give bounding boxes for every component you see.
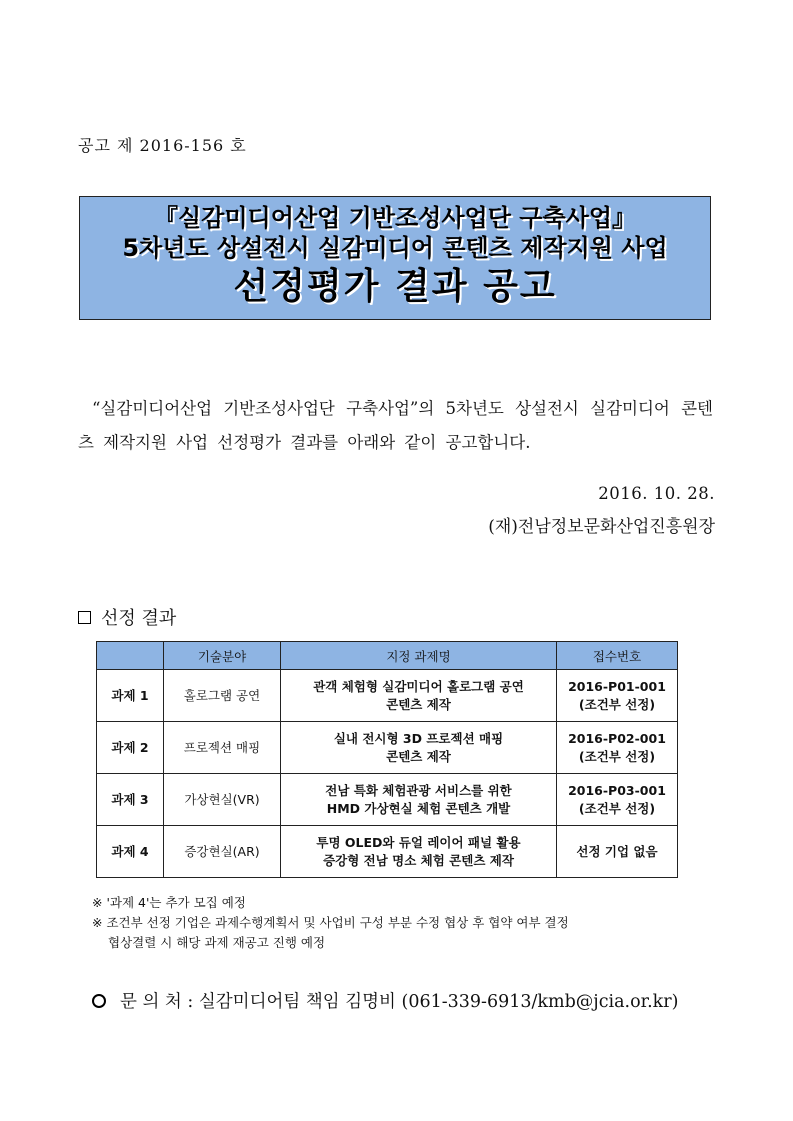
table-row bbox=[97, 722, 678, 774]
contact-info bbox=[92, 988, 678, 1013]
task-name: 실내 전시형 3D 프로젝션 매핑 콘텐츠 제작 bbox=[281, 722, 557, 774]
circle-bullet-icon bbox=[92, 994, 106, 1008]
notes bbox=[92, 893, 569, 953]
table-row bbox=[97, 670, 678, 722]
task-name: 투명 OLED와 듀얼 레이어 패널 활용 증강형 전남 명소 체험 콘텐츠 제작 bbox=[281, 826, 557, 878]
note-2: ※ 조건부 선정 기업은 과제수행계획서 및 사업비 구성 부분 수정 협상 후 협약 여부 결정 bbox=[92, 915, 569, 930]
task-name: 관객 체험형 실감미디어 홀로그램 공연 콘텐츠 제작 bbox=[281, 670, 557, 722]
section-title: 선정 결과 bbox=[101, 608, 177, 629]
note-1: ※ '과제 4'는 추가 모집 예정 bbox=[92, 895, 246, 910]
section-heading bbox=[78, 604, 176, 630]
contact-text: 문 의 처 : 실감미디어팀 책임 김명비 (061-339-6913/kmb@jcia.or.kr) bbox=[120, 992, 679, 1012]
header-task-name: 지정 과제명 bbox=[281, 642, 557, 670]
task-name: 전남 특화 체험관광 서비스를 위한 HMD 가상현실 체험 콘텐츠 개발 bbox=[281, 774, 557, 826]
intro-paragraph: “실감미디어산업 기반조성사업단 구축사업”의 5차년도 상설전시 실감미디어 콘텐츠 제작지원 사업 선정평가 결과를 아래와 같이 공고합니다. bbox=[78, 399, 713, 452]
tech-field: 프로젝션 매핑 bbox=[164, 722, 281, 774]
tech-field: 가상현실(VR) bbox=[164, 774, 281, 826]
task-label: 과제 2 bbox=[97, 722, 164, 774]
receipt-number: 2016-P03-001 (조건부 선정) bbox=[557, 774, 678, 826]
table-row bbox=[97, 774, 678, 826]
receipt-number: 선정 기업 없음 bbox=[557, 826, 678, 878]
receipt-number: 2016-P02-001 (조건부 선정) bbox=[557, 722, 678, 774]
header-receipt-number: 접수번호 bbox=[557, 642, 678, 670]
table-row bbox=[97, 826, 678, 878]
title-line-1: 『실감미디어산업 기반조성사업단 구축사업』 bbox=[153, 204, 637, 232]
receipt-number: 2016-P01-001 (조건부 선정) bbox=[557, 670, 678, 722]
tech-field: 홀로그램 공연 bbox=[164, 670, 281, 722]
task-label: 과제 3 bbox=[97, 774, 164, 826]
title-line-2: 5차년도 상설전시 실감미디어 콘텐츠 제작지원 사업 bbox=[122, 234, 668, 262]
table-header-row bbox=[97, 642, 678, 670]
header-task bbox=[97, 642, 164, 670]
title-line-3: 선정평가 결과 공고 bbox=[233, 266, 557, 307]
header-field: 기술분야 bbox=[164, 642, 281, 670]
note-2-continuation: 협상결렬 시 해당 과제 재공고 진행 예정 bbox=[108, 935, 326, 950]
task-label: 과제 4 bbox=[97, 826, 164, 878]
task-label: 과제 1 bbox=[97, 670, 164, 722]
issuing-organization: (재)전남정보문화산업진흥원장 bbox=[488, 517, 715, 537]
result-table bbox=[96, 641, 678, 878]
tech-field: 증강현실(AR) bbox=[164, 826, 281, 878]
notice-number: 공고 제 2016-156 호 bbox=[78, 136, 247, 155]
title-box bbox=[79, 196, 711, 320]
square-bullet-icon bbox=[78, 611, 91, 624]
notice-date: 2016. 10. 28. bbox=[598, 484, 715, 503]
